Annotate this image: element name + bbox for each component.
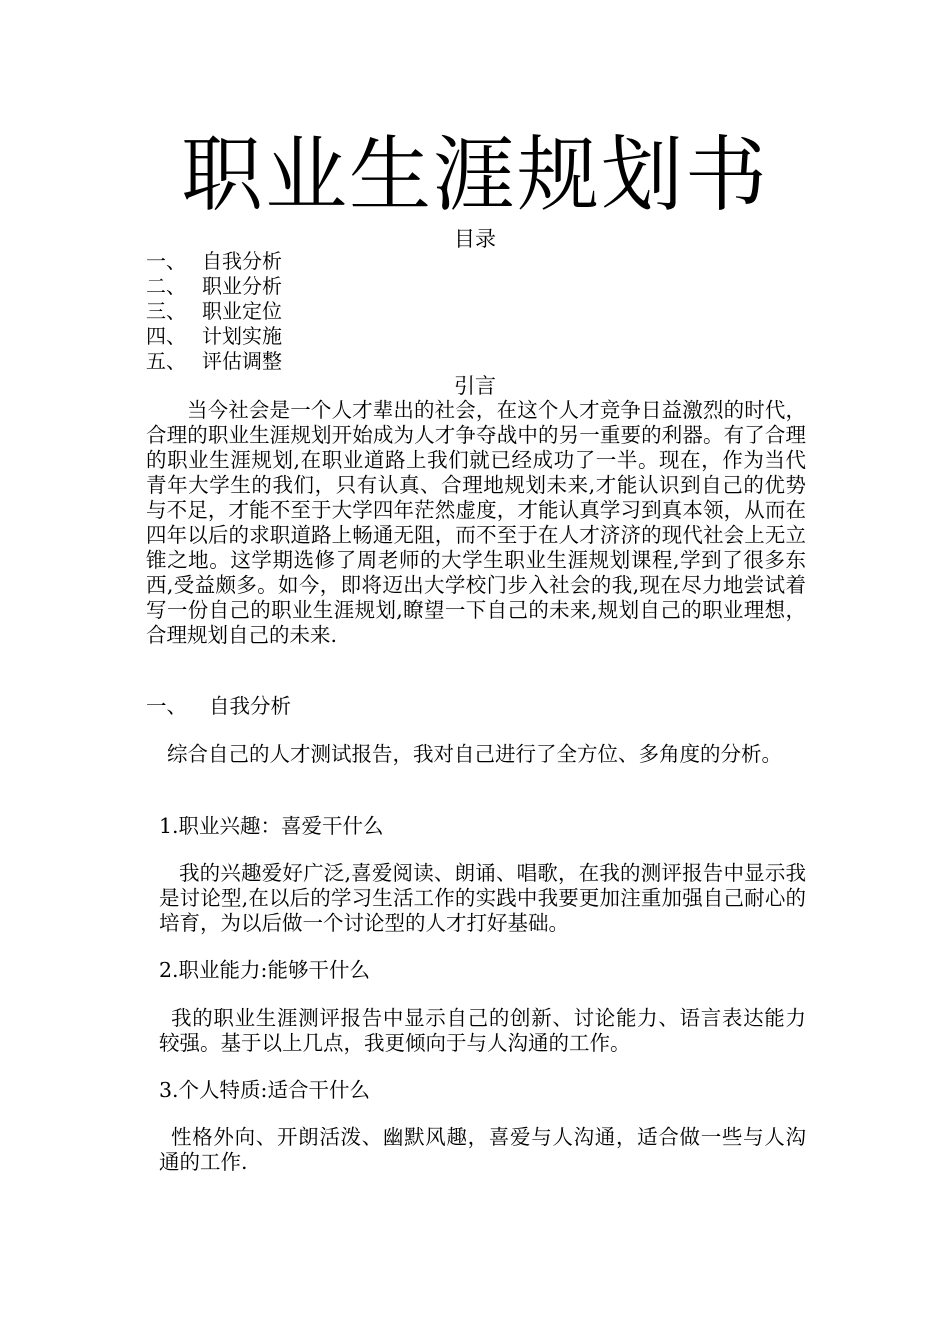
section-heading (146, 694, 806, 719)
subsection-paragraph: 我的兴趣爱好广泛,喜爱阅读、朗诵、唱歌，在我的测评报告中显示我是讨论型,在以后的学习生活工作的实践中我要更加注重加强自己耐心的培育，为以后做一个讨论型的人才打好基础。 (159, 861, 806, 935)
subsection-paragraph: 我的职业生涯测评报告中显示自己的创新、讨论能力、语言表达能力较强。基于以上几点，我更倾向于与人沟通的工作。 (159, 1006, 806, 1055)
subsection-heading: 1.职业兴趣：喜爱干什么 (159, 814, 384, 838)
toc-item-label: 职业定位 (202, 299, 282, 323)
section-number: 一、 (146, 694, 187, 718)
section-summary-paragraph: 综合自己的人才测试报告，我对自己进行了全方位、多角度的分析。 (167, 742, 782, 766)
toc-item-label: 职业分析 (202, 274, 282, 298)
toc-item (146, 299, 546, 324)
section-title: 自我分析 (209, 694, 291, 718)
intro-heading: 引言 (454, 374, 496, 398)
toc-item (146, 249, 546, 274)
toc-item-label: 自我分析 (202, 249, 282, 273)
toc-item-label: 计划实施 (202, 324, 282, 348)
intro-paragraph: 当今社会是一个人才辈出的社会，在这个人才竞争日益激烈的时代，合理的职业生涯规划开始成为人才争夺战中的另一重要的利器。有了合理的职业生涯规划,在职业道路上我们就已经成功了一半。现在，作为当代青年大学生的我们，只有认真、合理地规划未来,才能认识到自己的优势与不足，才能不至于大学四年茫然虚度，才能认真学习到真本领，从而在四年以后的求职道路上畅通无阻，而不至于在人才济济的现代社会上无立锥之地。这学期选修了周老师的大学生职业生涯规划课程,学到了很多东西,受益颇多。如今，即将迈出大学校门步入社会的我,现在尽力地尝试着写一份自己的职业生涯规划,瞭望一下自己的未来,规划自己的职业理想，合理规划自己的未来. (146, 398, 806, 647)
toc-item-number: 五、 (146, 349, 186, 373)
toc-item (146, 349, 546, 374)
toc-item-number: 二、 (146, 274, 186, 298)
table-of-contents (146, 249, 546, 374)
toc-item-number: 四、 (146, 324, 186, 348)
toc-item-number: 一、 (146, 249, 186, 273)
toc-item (146, 324, 546, 349)
subsection-paragraph: 性格外向、开朗活泼、幽默风趣，喜爱与人沟通，适合做一些与人沟通的工作. (159, 1125, 806, 1174)
toc-item-label: 评估调整 (202, 349, 282, 373)
toc-item-number: 三、 (146, 299, 186, 323)
toc-heading: 目录 (454, 227, 496, 251)
document-title: 职业生涯规划书 (180, 128, 769, 223)
subsection-heading: 2.职业能力:能够干什么 (159, 958, 370, 982)
subsection-heading: 3.个人特质:适合干什么 (159, 1078, 370, 1102)
toc-item (146, 274, 546, 299)
